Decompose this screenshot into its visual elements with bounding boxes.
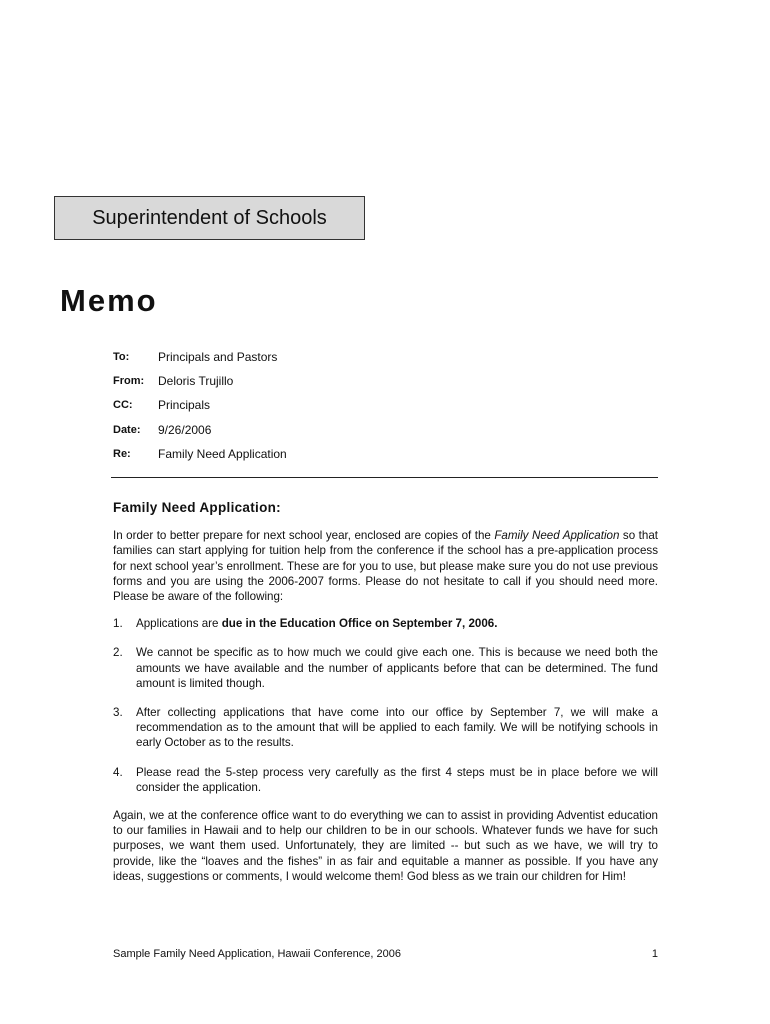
list-item-text: Please read the 5-step process very carefully as the first 4 steps must be in place before we will consider the application. [136,765,658,794]
list-item-text [136,616,658,631]
field-label: To: [113,351,130,364]
due-date-emphasis: due in the Education Office on September 7, 2006. [221,617,498,631]
header-box-title: Superintendent of Schools [92,206,327,229]
closing-paragraph: Again, we at the conference office want to do everything we can to assist in providing Adventist education to our families in Hawaii and to help our children to be in our schools. Whatever funds we have for such purposes, we want them used. Unfortunately, they are limited -- but such as we have, we will try to provide, like the “loaves and the fishes” in as fair and equitable a manner as possible. If you have any ideas, suggestions or comments, I would welcome them! God bless as we train our children for Him! [113,809,658,883]
list-item-number: 4. [113,765,123,779]
list-item-number: 3. [113,706,123,720]
memo-title: Memo [60,283,158,318]
field-value: Principals and Pastors [158,350,278,365]
intro-paragraph [113,528,658,604]
intro-text-end: so that families can start applying for tuition help from the conference if the school has a pre-application process for next school year’s enrollment. These are for you to use, but please make sure you do not use previous forms and you are using the 2006-2007 forms. Please do not hesitate to call if you should need more. Please be aware of the following: [113,529,658,604]
list-item-number: 1. [113,617,123,631]
field-label: Re: [113,447,131,460]
list-item [113,705,658,751]
field-row-from [113,369,513,393]
field-row-date [113,418,513,442]
list-item [113,616,658,631]
field-row-cc [113,393,513,417]
list-item-number: 2. [113,646,123,660]
list-item-text-start: Applications are [136,617,222,631]
field-value: Principals [158,398,211,413]
memo-fields [113,345,513,466]
field-label: From: [113,375,145,388]
footer-text: Sample Family Need Application, Hawaii Conference, 2006 [113,948,401,960]
field-row-to [113,345,513,369]
intro-text-start: In order to better prepare for next school year, enclosed are copies of the [113,529,495,543]
memo-body [113,500,658,884]
page-footer [113,948,658,960]
divider-rule [111,477,658,478]
list-item-text: We cannot be specific as to how much we could give each one. This is because we need both the amounts we have available and the number of applicants before that can be determined. The fund amount is limited though. [136,646,658,690]
field-label: CC: [113,399,133,412]
list-item-text: After collecting applications that have come into our office by September 7, we will make a recommendation as to the amount that will be applied to each family. We will be notifying schools in early October as to the results. [136,706,658,750]
list-item [113,765,658,795]
page-number: 1 [651,948,658,960]
field-row-re [113,442,513,466]
header-box [54,196,365,240]
numbered-list [113,616,658,795]
field-value: 9/26/2006 [158,422,212,437]
field-value: Deloris Trujillo [158,374,234,389]
field-label: Date: [113,423,141,436]
field-value: Family Need Application [158,446,287,461]
intro-form-name: Family Need Application [494,529,620,543]
list-item [113,645,658,691]
section-title: Family Need Application: [113,500,281,515]
